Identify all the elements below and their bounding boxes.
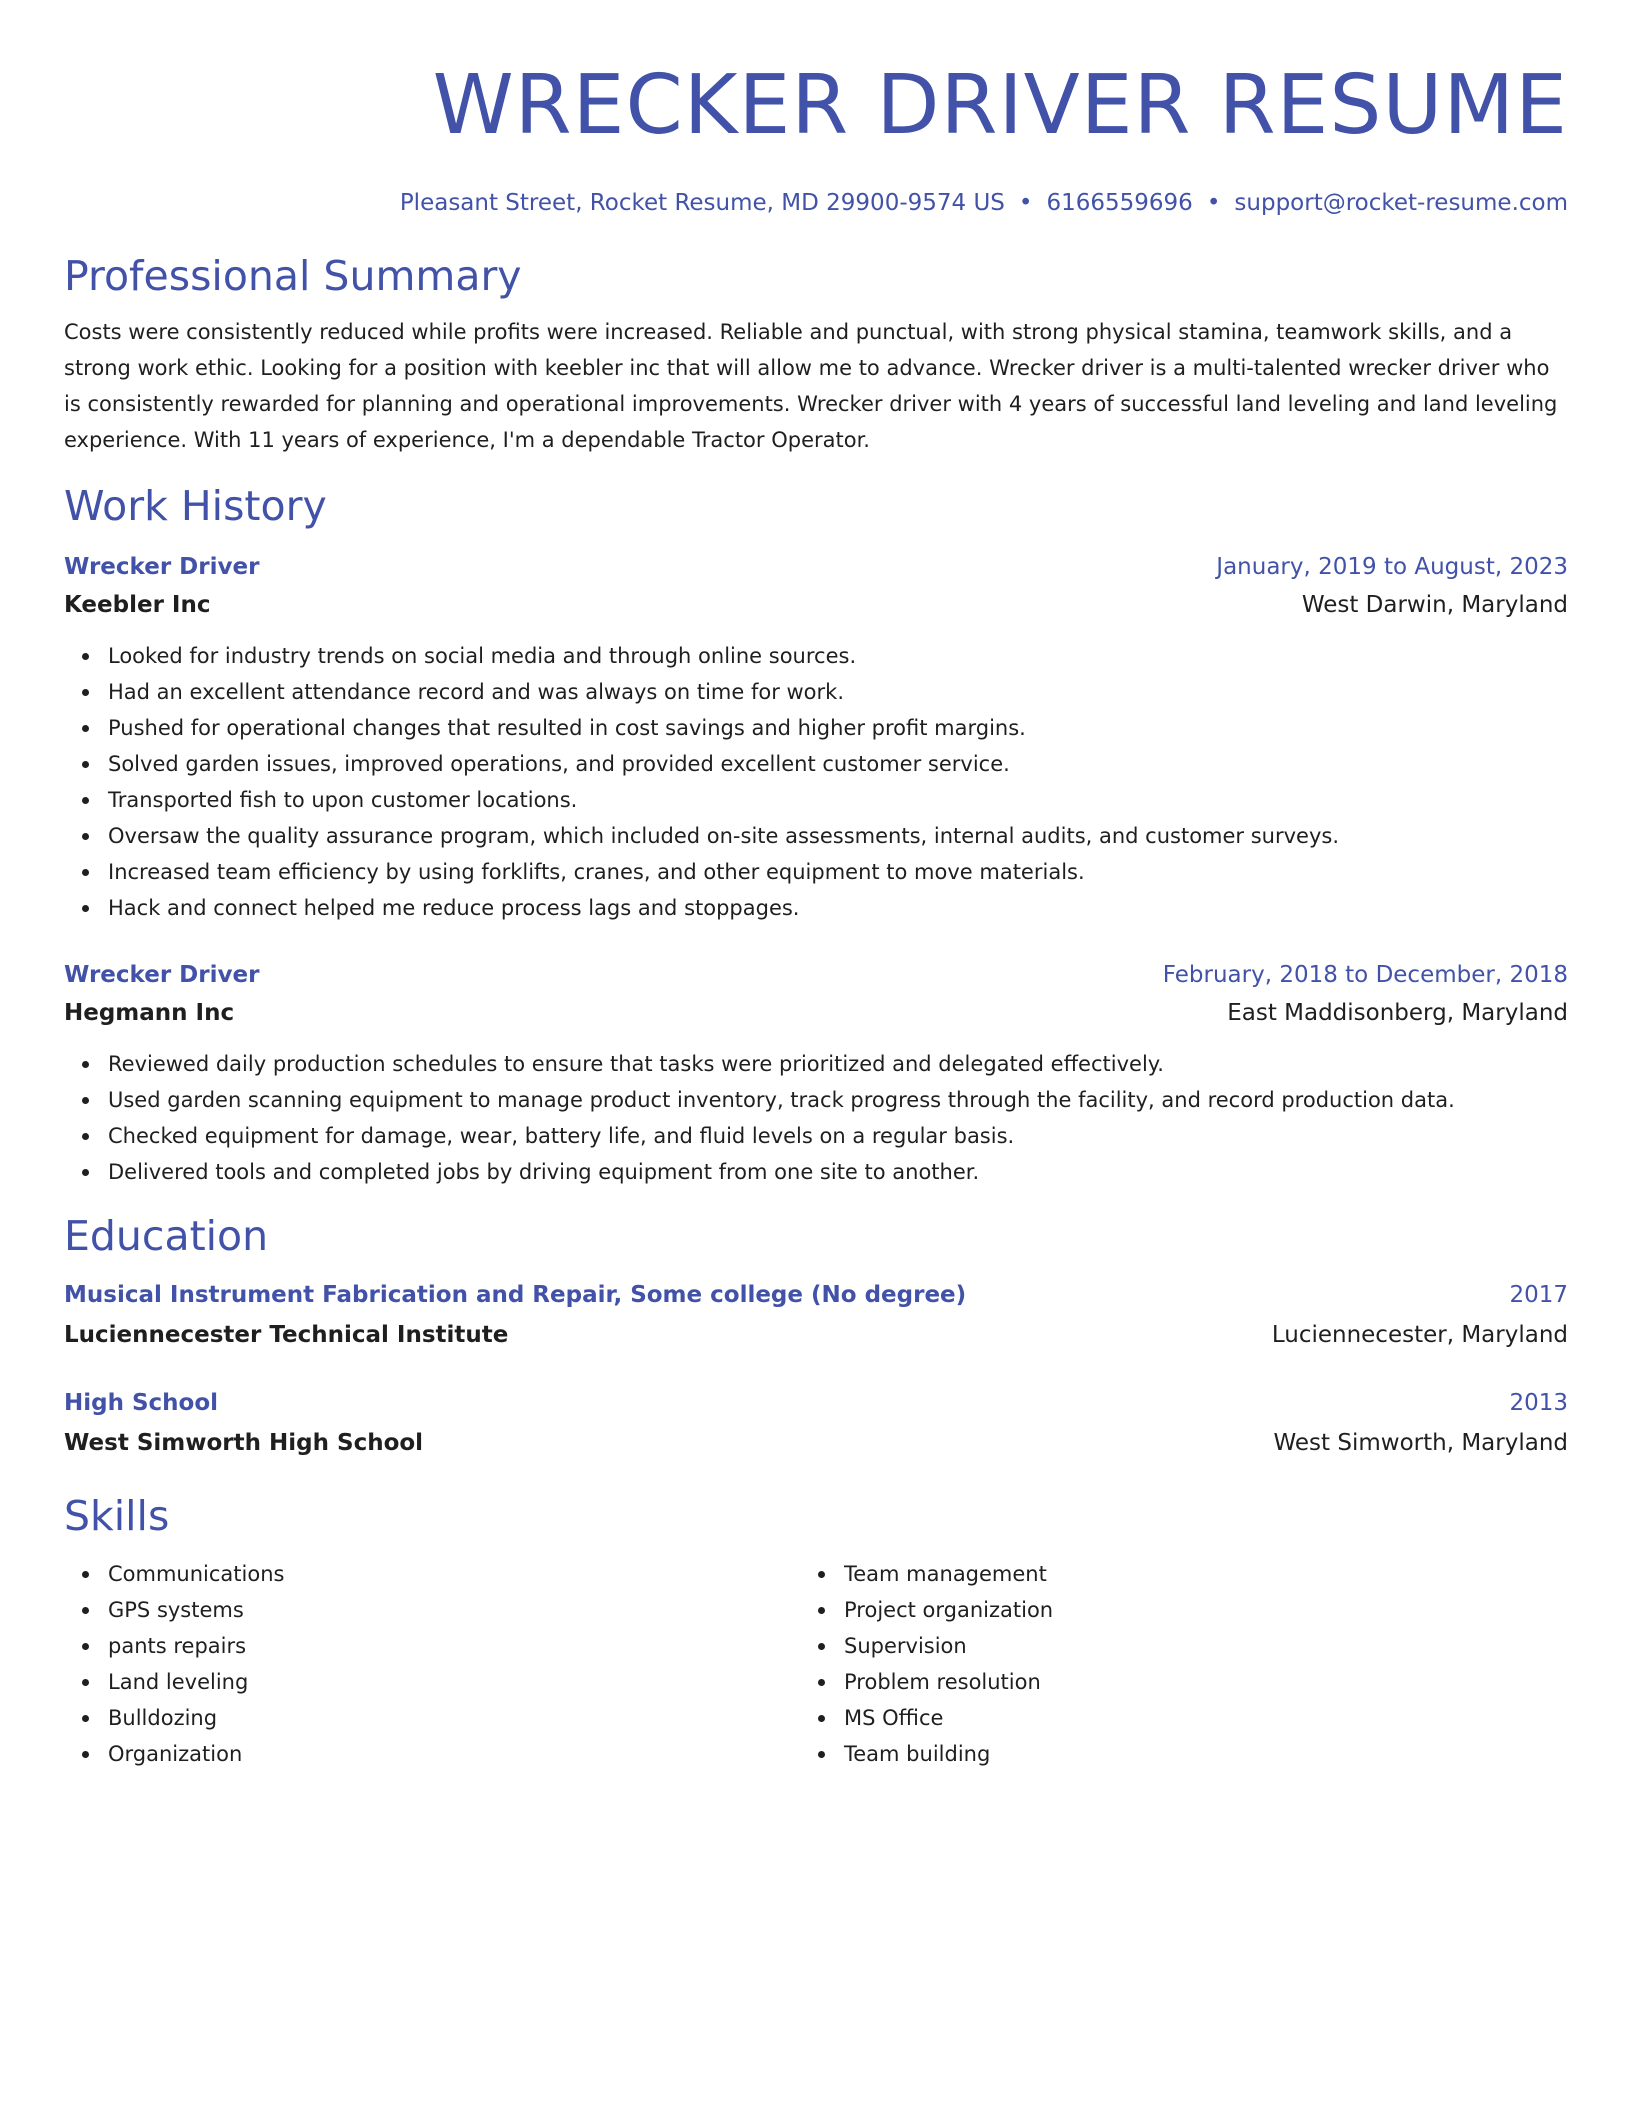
job-duties xyxy=(64,638,1568,926)
job-company-row xyxy=(64,586,1568,624)
list-item: Solved garden issues, improved operations, and provided excellent customer service. xyxy=(108,746,1568,782)
education-header xyxy=(64,1276,1568,1314)
education-year: 2017 xyxy=(1509,1282,1568,1308)
education-location: Luciennecester, Maryland xyxy=(1271,1322,1568,1348)
list-item: Transported fish to upon customer locations. xyxy=(108,782,1568,818)
education-school: Luciennecester Technical Institute xyxy=(64,1322,509,1348)
education-header xyxy=(64,1384,1568,1422)
summary-heading: Professional Summary xyxy=(64,252,522,300)
list-item: Supervision xyxy=(844,1628,1536,1664)
job-position: Wrecker Driver xyxy=(64,962,260,988)
contact-email: support@rocket-resume.com xyxy=(1234,190,1568,216)
list-item: Hack and connect helped me reduce process lags and stoppages. xyxy=(108,890,1568,926)
job-company-row xyxy=(64,994,1568,1032)
list-item: Project organization xyxy=(844,1592,1536,1628)
list-item: Team building xyxy=(844,1736,1536,1772)
list-item: Oversaw the quality assurance program, which included on-site assessments, internal audits, and customer surveys. xyxy=(108,818,1568,854)
list-item: Used garden scanning equipment to manage product inventory, track progress through the facility, and record production data. xyxy=(108,1082,1568,1118)
job-position: Wrecker Driver xyxy=(64,554,260,580)
job-dates: January, 2019 to August, 2023 xyxy=(1216,554,1568,580)
skills-heading: Skills xyxy=(64,1492,170,1540)
job-header xyxy=(64,956,1568,994)
job-location: East Maddisonberg, Maryland xyxy=(1227,1000,1568,1026)
education-heading: Education xyxy=(64,1212,269,1260)
list-item: Pushed for operational changes that resulted in cost savings and higher profit margins. xyxy=(108,710,1568,746)
job-company: Keebler Inc xyxy=(64,592,211,618)
job-company: Hegmann Inc xyxy=(64,1000,235,1026)
education-school-row xyxy=(64,1424,1568,1462)
work-history-heading: Work History xyxy=(64,482,327,530)
list-item: Looked for industry trends on social media and through online sources. xyxy=(108,638,1568,674)
list-item: Had an excellent attendance record and was always on time for work. xyxy=(108,674,1568,710)
job-entry xyxy=(64,548,1568,926)
list-item: Organization xyxy=(108,1736,800,1772)
list-item: Land leveling xyxy=(108,1664,800,1700)
resume-title: WRECKER DRIVER RESUME xyxy=(432,58,1568,153)
list-item: pants repairs xyxy=(108,1628,800,1664)
contact-separator: • xyxy=(1018,190,1033,216)
job-header xyxy=(64,548,1568,586)
summary-text: Costs were consistently reduced while profits were increased. Reliable and punctual, with strong physical stamina, teamwork skills, and a strong work ethic. Looking for a position with keebler inc that will allow me to advance. Wrecker driver is a multi-talented wrecker driver who is consistently rewarded for planning and operational improvements. Wrecker driver with 4 years of successful land leveling and land leveling experience. With 11 years of experience, I'm a dependable Tractor Operator. xyxy=(64,320,1558,452)
skills-columns xyxy=(64,1556,1568,1772)
list-item: Delivered tools and completed jobs by driving equipment from one site to another. xyxy=(108,1154,1568,1190)
list-item: GPS systems xyxy=(108,1592,800,1628)
education-school: West Simworth High School xyxy=(64,1430,424,1456)
education-school-row xyxy=(64,1316,1568,1354)
contact-phone: 6166559696 xyxy=(1046,190,1193,216)
job-entry xyxy=(64,956,1568,1190)
list-item: Increased team efficiency by using forklifts, cranes, and other equipment to move materials. xyxy=(108,854,1568,890)
education-degree: Musical Instrument Fabrication and Repair, Some college (No degree) xyxy=(64,1282,967,1308)
list-item: Communications xyxy=(108,1556,800,1592)
list-item: Bulldozing xyxy=(108,1700,800,1736)
list-item: Checked equipment for damage, wear, battery life, and fluid levels on a regular basis. xyxy=(108,1118,1568,1154)
education-location: West Simworth, Maryland xyxy=(1273,1430,1568,1456)
job-location: West Darwin, Maryland xyxy=(1301,592,1568,618)
education-year: 2013 xyxy=(1509,1390,1568,1416)
list-item: Problem resolution xyxy=(844,1664,1536,1700)
job-dates: February, 2018 to December, 2018 xyxy=(1162,962,1568,988)
education-degree: High School xyxy=(64,1390,219,1416)
contact-separator: • xyxy=(1206,190,1221,216)
contact-line xyxy=(64,186,1568,220)
education-entry xyxy=(64,1276,1568,1354)
education-entry xyxy=(64,1384,1568,1462)
job-duties xyxy=(64,1046,1568,1190)
list-item: MS Office xyxy=(844,1700,1536,1736)
skills-list-left xyxy=(64,1556,800,1772)
list-item: Reviewed daily production schedules to ensure that tasks were prioritized and delegated effectively. xyxy=(108,1046,1568,1082)
contact-address: Pleasant Street, Rocket Resume, MD 29900-9574 US xyxy=(399,190,1005,216)
skills-list-right xyxy=(800,1556,1536,1772)
list-item: Team management xyxy=(844,1556,1536,1592)
